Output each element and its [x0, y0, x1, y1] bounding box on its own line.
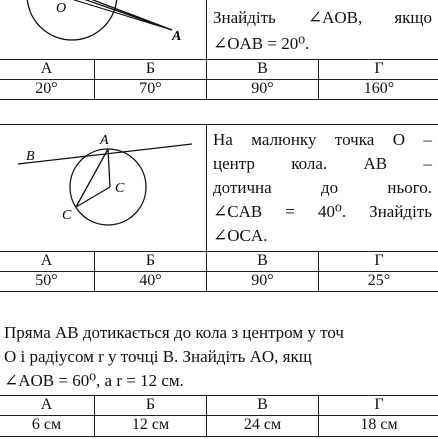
task2-line-3: дотична до нього.	[213, 178, 432, 197]
task1-header-v: В	[206, 59, 319, 80]
task1-header-b: Б	[94, 59, 207, 80]
task3-line-1: Пряма AB дотикається до кола з центром у точ	[4, 323, 344, 342]
task2-header-v: В	[206, 251, 319, 272]
task1-answer-g[interactable]: 160°	[318, 79, 438, 100]
task2-answer-v[interactable]: 90°	[206, 271, 319, 292]
task3-answer-a[interactable]: 6 см	[0, 415, 95, 437]
task2-label-a: A	[100, 133, 109, 148]
task2-header-g: Г	[318, 251, 438, 272]
task3-header-b: Б	[94, 395, 207, 416]
task1-label-o: O	[56, 1, 67, 16]
task1-line-1: Знайдіть ∠AOB, якщо	[213, 8, 432, 27]
task2-answer-b[interactable]: 40°	[94, 271, 207, 292]
task1-answer-v[interactable]: 90°	[206, 79, 319, 100]
task1-answer-a[interactable]: 20°	[0, 79, 95, 100]
task2-label-c-inner: C	[115, 181, 125, 196]
task1-header-g: Г	[318, 59, 438, 80]
task3-line-2: O і радіусом r у точці B. Знайдіть AO, якщ	[4, 347, 312, 366]
task3-answer-g[interactable]: 18 см	[318, 415, 438, 437]
task1-figure-divider	[206, 0, 207, 60]
task2-line-4: ∠CAB = 40⁰. Знайдіть	[213, 202, 432, 221]
task2-label-b: B	[26, 149, 35, 164]
task3-answer-v[interactable]: 24 см	[206, 415, 319, 437]
task3-header-v: В	[206, 395, 319, 416]
task2-figure	[0, 124, 206, 252]
task2-answer-g[interactable]: 25°	[318, 271, 438, 292]
task1-segment-oa	[68, 0, 172, 30]
task3-answer-b[interactable]: 12 см	[94, 415, 207, 437]
task2-answer-a[interactable]: 50°	[0, 271, 95, 292]
task2-line-2: центр кола. AB –	[213, 154, 432, 173]
task2-line-5: ∠OCA.	[213, 226, 268, 245]
task1-figure	[0, 0, 206, 60]
task3-line-3: ∠AOB = 60⁰, а r = 12 см.	[4, 371, 184, 390]
task1-header-a: А	[0, 59, 95, 80]
task2-line-1: На малюнку точка O –	[213, 130, 432, 149]
task2-header-b: Б	[94, 251, 207, 272]
task2-figure-divider	[206, 124, 207, 252]
task1-line-2: ∠OAB = 20⁰.	[213, 34, 310, 53]
task3-header-g: Г	[318, 395, 438, 416]
task2-segment-ao	[108, 149, 110, 187]
task2-header-a: А	[0, 251, 95, 272]
task2-label-c-outer: C	[62, 208, 72, 223]
task1-label-a: A	[172, 29, 182, 44]
task3-header-a: А	[0, 395, 95, 416]
task1-answer-b[interactable]: 70°	[94, 79, 207, 100]
